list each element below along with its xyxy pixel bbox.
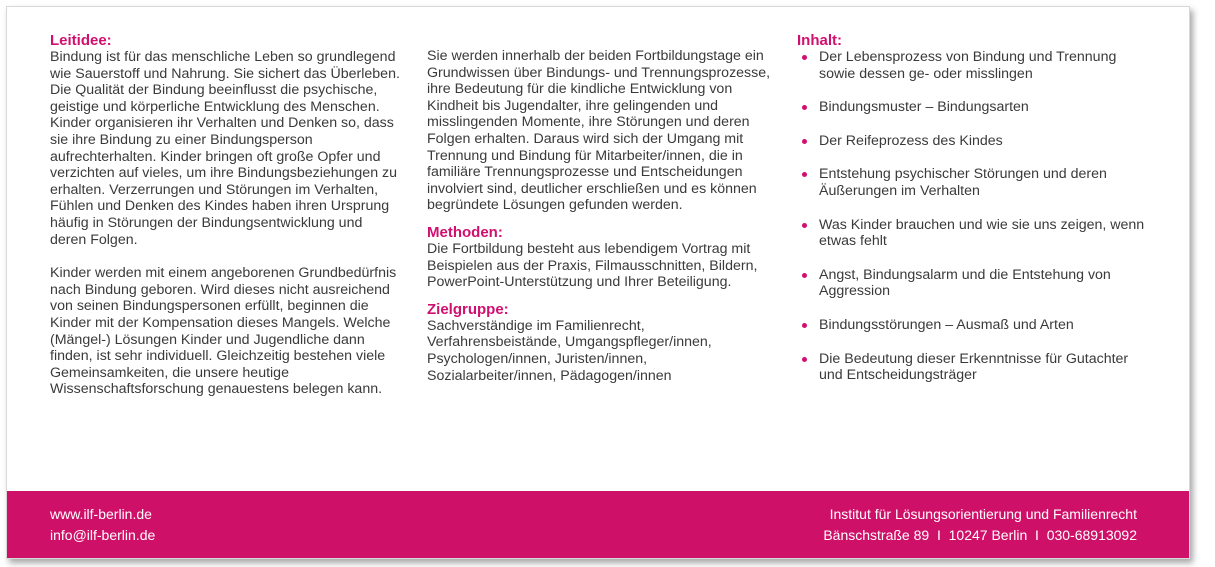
institute-name: Institut für Lösungsorientierung und Familienrecht <box>829 506 1137 522</box>
footer-address-block <box>823 504 1137 546</box>
list-item <box>797 133 1147 150</box>
leitidee-paragraph-1: Bindung ist für das menschliche Leben so grundlegend wie Sauerstoff und Nahrung. Sie sichert das Überleben. Die Qualität der Bindung beeinflusst die psychische, geistige und körperliche Entwicklung des Menschen. Kinder organisieren ihr Verhalten und Denken so, dass sie ihre Bindung zu einer Bindungsperson aufrechterhalten. Kinder bringen oft große Opfer und verzichten auf vieles, um ihre Bindungsbeziehungen zu erhalten. Verzerrungen und Störungen im Verhalten, Fühlen und Denken des Kindes haben ihren Ursprung häufig in Störungen der Bindungsentwicklung und deren Folgen. <box>50 49 400 248</box>
list-item-text: Angst, Bindungsalarm und die Entstehung von Aggression <box>819 266 1111 300</box>
email-link[interactable]: info@ilf-berlin.de <box>50 527 156 543</box>
list-item-text: Bindungsstörungen – Ausmaß und Arten <box>819 316 1074 333</box>
bullet-icon <box>802 172 807 177</box>
list-item-text: Bindungsmuster – Bindungsarten <box>819 99 1029 116</box>
footer-contact <box>50 504 155 546</box>
heading-zielgruppe: Zielgruppe: <box>427 300 509 318</box>
bullet-icon <box>802 323 807 328</box>
bullet-icon <box>802 139 807 144</box>
column-details <box>427 48 777 384</box>
inhalt-list <box>797 49 1147 384</box>
list-item <box>797 217 1147 250</box>
heading-inhalt: Inhalt: <box>797 32 842 49</box>
intro-paragraph: Sie werden innerhalb der beiden Fortbildungstage ein Grundwissen über Bindungs- und Trennungsprozesse, ihre Bedeutung für die kindliche Entwicklung von Kindheit bis Jugendalter, ihre gelingenden und misslingenden Momente, ihre Störungen und deren Folgen erhalten. Daraus wird sich der Umgang mit Trennung und Bindung für Mitarbeiter/innen, die in familiäre Trennungsprozesse und Entscheidungen involviert sind, deutlicher erschließen und es können begründete Lösungen gefunden werden. <box>427 48 771 214</box>
list-item-text: Der Reifeprozess des Kindes <box>819 132 1003 149</box>
bullet-icon <box>802 55 807 60</box>
column-inhalt <box>797 33 1147 401</box>
list-item <box>797 166 1147 199</box>
website-link[interactable]: www.ilf-berlin.de <box>50 506 152 522</box>
heading-methoden: Methoden: <box>427 223 503 241</box>
methoden-text: Die Fortbildung besteht aus lebendigem Vortrag mit Beispielen aus der Praxis, Filmausschnitten, Bildern, PowerPoint-Unterstützung und Ihrer Beteiligung. <box>427 240 758 291</box>
list-item <box>797 99 1147 116</box>
list-item <box>797 267 1147 300</box>
bullet-icon <box>802 105 807 110</box>
zielgruppe-text: Sachverständige im Familienrecht, Verfahrensbeistände, Umgangspfleger/innen, Psychologen/innen, Juristen/innen, Sozialarbeiter/innen, Pädagogen/innen <box>427 317 712 384</box>
bullet-icon <box>802 273 807 278</box>
list-item-text: Der Lebensprozess von Bindung und Trennung sowie dessen ge- oder misslingen <box>819 49 1117 82</box>
bullet-icon <box>802 223 807 228</box>
list-item <box>797 351 1147 384</box>
list-item-text: Die Bedeutung dieser Erkenntnisse für Gutachter und Entscheidungsträger <box>819 350 1129 384</box>
list-item <box>797 49 1147 82</box>
leitidee-paragraph-2: Kinder werden mit einem angeborenen Grundbedürfnis nach Bindung geboren. Wird dieses nicht ausreichend von seinen Bindungspersonen erfüllt, beginnen die Kinder mit der Kompensation dieses Mangels. Welche (Mängel-) Lösungen Kinder und Jugendliche dann finden, ist sehr individuell. Gleichzeitig bestehen viele Gemeinsamkeiten, die unsere heutige Wissenschaftsforschung genauestens belegen kann. <box>50 265 397 398</box>
footer-bar <box>7 491 1189 558</box>
column-leitidee <box>50 33 400 398</box>
bullet-icon <box>802 357 807 362</box>
institute-address: Bänschstraße 89 I 10247 Berlin I 030-68913092 <box>823 527 1137 543</box>
list-item <box>797 317 1147 334</box>
list-item-text: Was Kinder brauchen und wie sie uns zeigen, wenn etwas fehlt <box>819 216 1145 250</box>
list-item-text: Entstehung psychischer Störungen und deren Äußerungen im Verhalten <box>819 166 1107 199</box>
heading-leitidee: Leitidee: <box>50 32 112 49</box>
flyer-page <box>6 6 1190 559</box>
